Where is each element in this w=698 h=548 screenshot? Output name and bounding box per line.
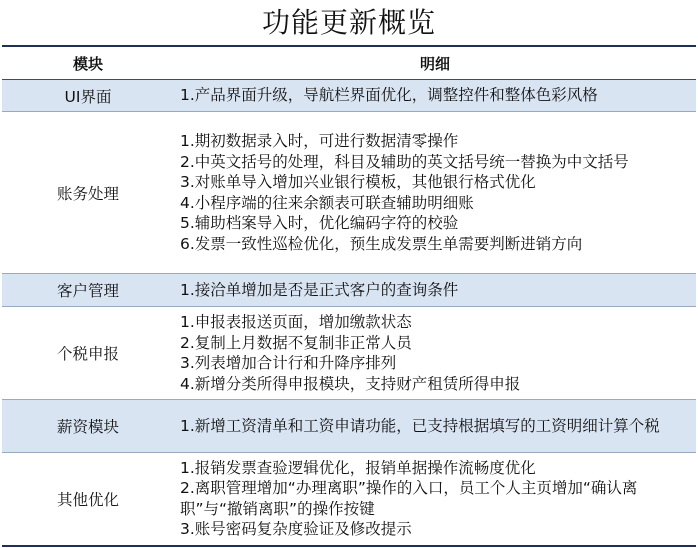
table-row (2, 274, 696, 307)
detail-line: 2.离职管理增加“办理离职”操作的入口，员工个人主页增加“确认离职”与“撤销离职”的操作按键 (180, 479, 638, 518)
module-cell: 薪资模块 (2, 400, 174, 453)
table-header-row (2, 46, 696, 80)
table-row (2, 453, 696, 546)
detail-line: 1.申报表报送页面，增加缴款状态 (180, 313, 412, 331)
detail-cell (174, 453, 696, 546)
detail-line: 2.中英文括号的处理，科目及辅助的英文括号统一替换为中文括号 (180, 152, 629, 171)
detail-line: 2.复制上月数据不复制非正常人员 (180, 333, 412, 352)
module-cell: UI界面 (2, 80, 174, 112)
module-cell: 其他优化 (2, 453, 174, 546)
detail-cell (174, 307, 696, 400)
detail-cell (174, 400, 696, 453)
detail-line: 1.新增工资清单和工资申请功能，已支持根据填写的工资明细计算个税 (180, 416, 660, 435)
table-row (2, 112, 696, 274)
detail-cell (174, 80, 696, 112)
table-row (2, 307, 696, 400)
header-module: 模块 (2, 46, 174, 80)
feature-table (2, 45, 696, 547)
module-cell: 客户管理 (2, 274, 174, 307)
module-cell: 账务处理 (2, 112, 174, 274)
detail-line: 1.产品界面升级，导航栏界面优化，调整控件和整体色彩风格 (180, 86, 598, 105)
table-row (2, 80, 696, 112)
detail-line: 6.发票一致性巡检优化，预生成发票生单需要判断进销方向 (180, 234, 583, 253)
detail-line: 3.账号密码复杂度验证及修改提示 (180, 520, 412, 539)
detail-line: 4.新增分类所得申报模块，支持财产租赁所得申报 (180, 374, 521, 393)
page-title: 功能更新概览 (261, 6, 436, 39)
detail-line: 5.辅助档案导入时，优化编码字符的校验 (180, 214, 459, 232)
detail-line: 1.接洽单增加是否是正式客户的查询条件 (180, 280, 459, 299)
detail-line: 3.对账单导入增加兴业银行模板，其他银行格式优化 (180, 173, 536, 191)
header-detail: 明细 (174, 46, 696, 80)
table-row (2, 400, 696, 453)
module-cell: 个税申报 (2, 307, 174, 400)
detail-line: 4.小程序端的往来余额表可联查辅助明细账 (180, 193, 474, 212)
detail-line: 3.列表增加合计行和升降序排列 (180, 354, 397, 372)
detail-cell (174, 274, 696, 307)
detail-cell (174, 112, 696, 274)
detail-line: 1.期初数据录入时，可进行数据清零操作 (180, 132, 459, 150)
detail-line: 1.报销发票查验逻辑优化，报销单据操作流畅度优化 (180, 458, 536, 477)
